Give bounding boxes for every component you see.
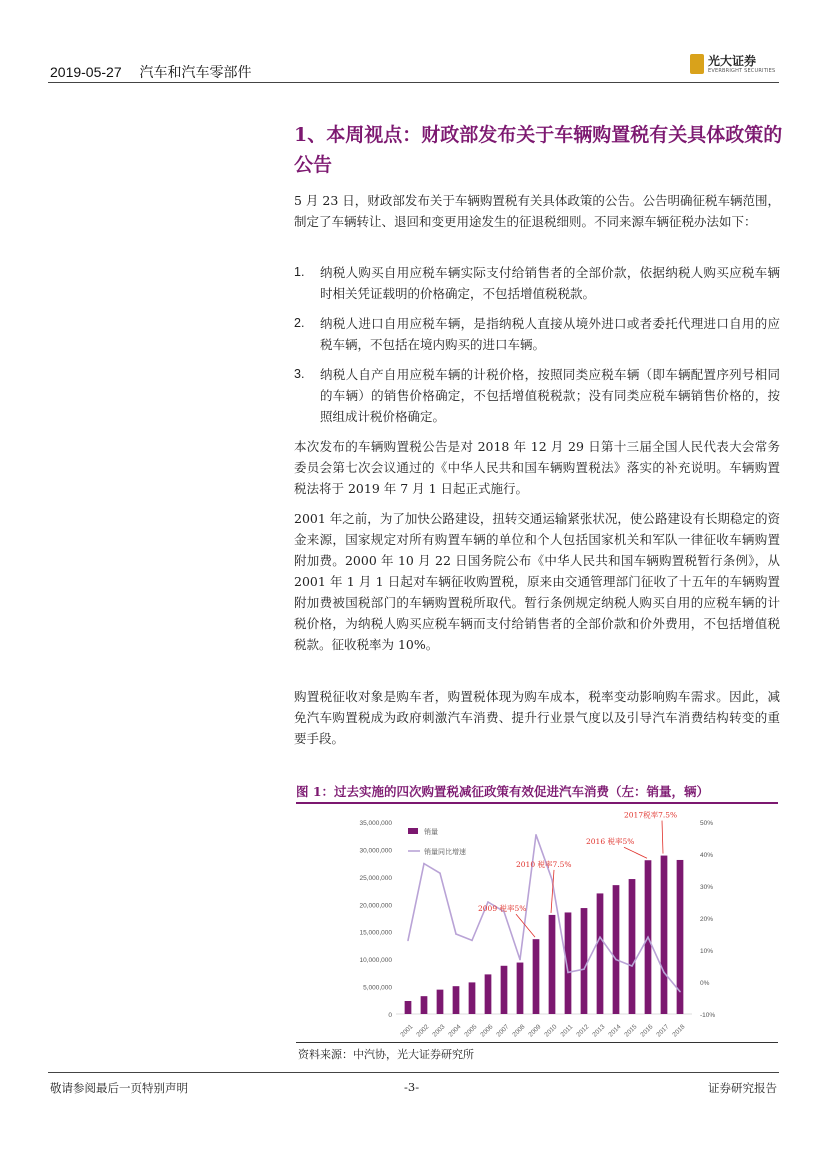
growth-point-2018 bbox=[679, 991, 681, 993]
list-item-number: 1. bbox=[294, 265, 305, 279]
bar-2012 bbox=[581, 908, 588, 1014]
sales-chart bbox=[296, 806, 778, 1040]
left-axis-tick-label: 25,000,000 bbox=[359, 874, 392, 882]
right-axis-tick-label: 50% bbox=[700, 820, 714, 827]
x-tick-label: 2001 bbox=[399, 1023, 415, 1039]
paragraph-3: 2001 年之前，为了加快公路建设，扭转交通运输紧张状况，使公路建设有长期稳定的资金来源，国家规定对所有购置车辆的单位和个人包括国家机关和军队一律征收车辆购置附加费。2000 年 10 月 22 日国务院公布《中华人民共和国车辆购置税暂行条例》，从 2001 年 1 月 1 日起对车辆征收购置税，原来由交通管理部门征收了十五年的车辆购置附加费被国税部门的车辆购置税所取代。暂行条例规定纳税人购买自用的应税车辆的计税价格，为纳税人购买应税车辆而支付给销售者的全部价款和价外费用，不包括增值税税款。征收税率为 10%。 bbox=[294, 511, 780, 652]
bar-2010 bbox=[549, 915, 556, 1014]
list-item-text: 纳税人自产自用应税车辆的计税价格，按照同类应税车辆（即车辆配置序列号相同的车辆）的销售价格确定，不包括增值税税款；没有同类应税车辆销售价格的，按照组成计税价格确定。 bbox=[320, 367, 780, 424]
report-date: 2019-05-27 bbox=[50, 64, 122, 80]
figure-title: 图 1：过去实施的四次购置税减征政策有效促进汽车消费（左：销量，辆） bbox=[296, 784, 710, 799]
right-axis-tick-label: -10% bbox=[700, 1012, 716, 1019]
bar-2007 bbox=[501, 966, 508, 1014]
annotation-label: 2016 税率5% bbox=[586, 837, 635, 847]
x-tick-label: 2013 bbox=[591, 1023, 607, 1039]
left-axis-tick-label: 15,000,000 bbox=[359, 929, 392, 937]
right-axis-tick-label: 20% bbox=[700, 916, 714, 923]
header-divider bbox=[48, 82, 779, 83]
figure-title-rule bbox=[296, 802, 778, 804]
growth-point-2016 bbox=[647, 936, 649, 938]
paragraph-2: 本次发布的车辆购置税公告是对 2018 年 12 月 29 日第十三届全国人民代表大会常务委员会第七次会议通过的《中华人民共和国车辆购置税法》落实的补充说明。车辆购置税法将于 2019 年 7 月 1 日起正式施行。 bbox=[294, 439, 780, 496]
legend-bar-swatch bbox=[408, 828, 418, 834]
bar-2014 bbox=[613, 885, 620, 1014]
paragraph-4: 购置税征收对象是购车者，购置税体现为购车成本，税率变动影响购车需求。因此，减免汽车购置税成为政府刺激汽车消费、提升行业景气度以及引导汽车消费结构转变的重要手段。 bbox=[294, 689, 780, 746]
bar-2008 bbox=[517, 963, 524, 1014]
growth-point-2009 bbox=[535, 834, 537, 836]
bar-2013 bbox=[597, 893, 604, 1014]
annotation-arrow bbox=[662, 821, 663, 854]
growth-line bbox=[408, 835, 680, 992]
source-rule bbox=[296, 1042, 778, 1043]
bar-2004 bbox=[453, 986, 460, 1014]
growth-point-2013 bbox=[599, 936, 601, 938]
page-number: -3- bbox=[404, 1080, 420, 1094]
page-header bbox=[50, 62, 266, 82]
annotation-arrow bbox=[624, 847, 647, 858]
x-tick-label: 2010 bbox=[543, 1023, 559, 1039]
x-tick-label: 2003 bbox=[431, 1023, 447, 1039]
x-tick-label: 2009 bbox=[527, 1023, 543, 1039]
growth-point-2002 bbox=[423, 863, 425, 865]
report-sector: 汽车和汽车零部件 bbox=[139, 64, 252, 80]
figure-source: 资料来源：中汽协，光大证券研究所 bbox=[298, 1048, 474, 1061]
legend-bar-label: 销量 bbox=[424, 828, 438, 836]
x-tick-label: 2016 bbox=[639, 1023, 655, 1039]
bar-2017 bbox=[661, 856, 668, 1014]
bar-2009 bbox=[533, 939, 540, 1014]
x-tick-label: 2004 bbox=[447, 1023, 463, 1039]
growth-point-2014 bbox=[615, 959, 617, 961]
x-tick-label: 2015 bbox=[623, 1023, 639, 1039]
section-title: 1、本周视点：财政部发布关于车辆购置税有关具体政策的公告 bbox=[294, 124, 783, 176]
list-item bbox=[294, 313, 780, 355]
bar-2001 bbox=[405, 1001, 412, 1014]
list-item-number: 2. bbox=[294, 316, 305, 330]
report-type: 证券研究报告 bbox=[708, 1081, 777, 1095]
bar-2015 bbox=[629, 879, 636, 1014]
x-tick-label: 2002 bbox=[415, 1023, 431, 1039]
list-item-text: 纳税人进口自用应税车辆，是指纳税人直接从境外进口或者委托代理进口自用的应税车辆，不包括在境内购买的进口车辆。 bbox=[320, 316, 780, 352]
annotation-label: 2010 税率7.5% bbox=[516, 859, 572, 869]
x-tick-label: 2006 bbox=[479, 1023, 495, 1039]
legend-line-label: 销量同比增速 bbox=[424, 848, 466, 856]
left-axis-tick-label: 0 bbox=[388, 1012, 392, 1019]
growth-point-2010 bbox=[551, 879, 553, 881]
footer-disclaimer: 敬请参阅最后一页特别声明 bbox=[50, 1081, 188, 1095]
bar-2006 bbox=[485, 974, 492, 1014]
bar-2005 bbox=[469, 982, 476, 1014]
left-axis-tick-label: 10,000,000 bbox=[359, 957, 392, 965]
growth-point-2003 bbox=[439, 872, 441, 874]
growth-point-2005 bbox=[471, 940, 473, 942]
x-tick-label: 2005 bbox=[463, 1023, 479, 1039]
x-tick-label: 2008 bbox=[511, 1023, 527, 1039]
right-axis-tick-label: 40% bbox=[700, 852, 714, 859]
annotation-label: 2009 税率5% bbox=[478, 904, 527, 914]
logo-cn: 光大证券 bbox=[708, 54, 757, 68]
x-tick-label: 2014 bbox=[607, 1023, 623, 1039]
list-item-number: 3. bbox=[294, 367, 305, 381]
x-tick-label: 2017 bbox=[655, 1023, 671, 1039]
x-tick-label: 2007 bbox=[495, 1023, 511, 1039]
logo-en: EVERBRIGHT SECURITIES bbox=[708, 68, 776, 74]
left-axis-tick-label: 30,000,000 bbox=[359, 847, 392, 855]
growth-point-2015 bbox=[631, 965, 633, 967]
bar-2002 bbox=[421, 996, 428, 1014]
right-axis-tick-label: 10% bbox=[700, 948, 714, 955]
list-item bbox=[294, 364, 780, 427]
list-item-text: 纳税人购买自用应税车辆实际支付给销售者的全部价款，依据纳税人购买应税车辆时相关凭证载明的价格确定，不包括增值税税款。 bbox=[320, 265, 780, 301]
annotation-label: 2017税率7.5% bbox=[624, 810, 678, 820]
logo-mark-icon bbox=[690, 54, 704, 74]
growth-point-2011 bbox=[567, 972, 569, 974]
right-axis-tick-label: 0% bbox=[700, 980, 710, 987]
x-tick-label: 2011 bbox=[559, 1023, 575, 1039]
bar-2003 bbox=[437, 990, 444, 1014]
left-axis-tick-label: 5,000,000 bbox=[363, 984, 392, 992]
x-tick-label: 2012 bbox=[575, 1023, 591, 1039]
growth-point-2006 bbox=[487, 901, 489, 903]
list-item bbox=[294, 262, 780, 304]
left-axis-tick-label: 20,000,000 bbox=[359, 902, 392, 910]
right-axis-tick-label: 30% bbox=[700, 884, 714, 891]
growth-point-2012 bbox=[583, 968, 585, 970]
left-axis-tick-label: 35,000,000 bbox=[359, 820, 392, 827]
growth-point-2017 bbox=[663, 972, 665, 974]
footer-divider bbox=[48, 1072, 779, 1073]
company-logo bbox=[690, 52, 780, 78]
growth-point-2001 bbox=[407, 940, 409, 942]
x-tick-label: 2018 bbox=[671, 1023, 687, 1039]
growth-point-2004 bbox=[455, 933, 457, 935]
growth-point-2008 bbox=[519, 959, 521, 961]
paragraph-1: 5 月 23 日，财政部发布关于车辆购置税有关具体政策的公告。公告明确征税车辆范围，制定了车辆转让、退回和变更用途发生的征退税细则。不同来源车辆征税办法如下： bbox=[294, 193, 780, 229]
